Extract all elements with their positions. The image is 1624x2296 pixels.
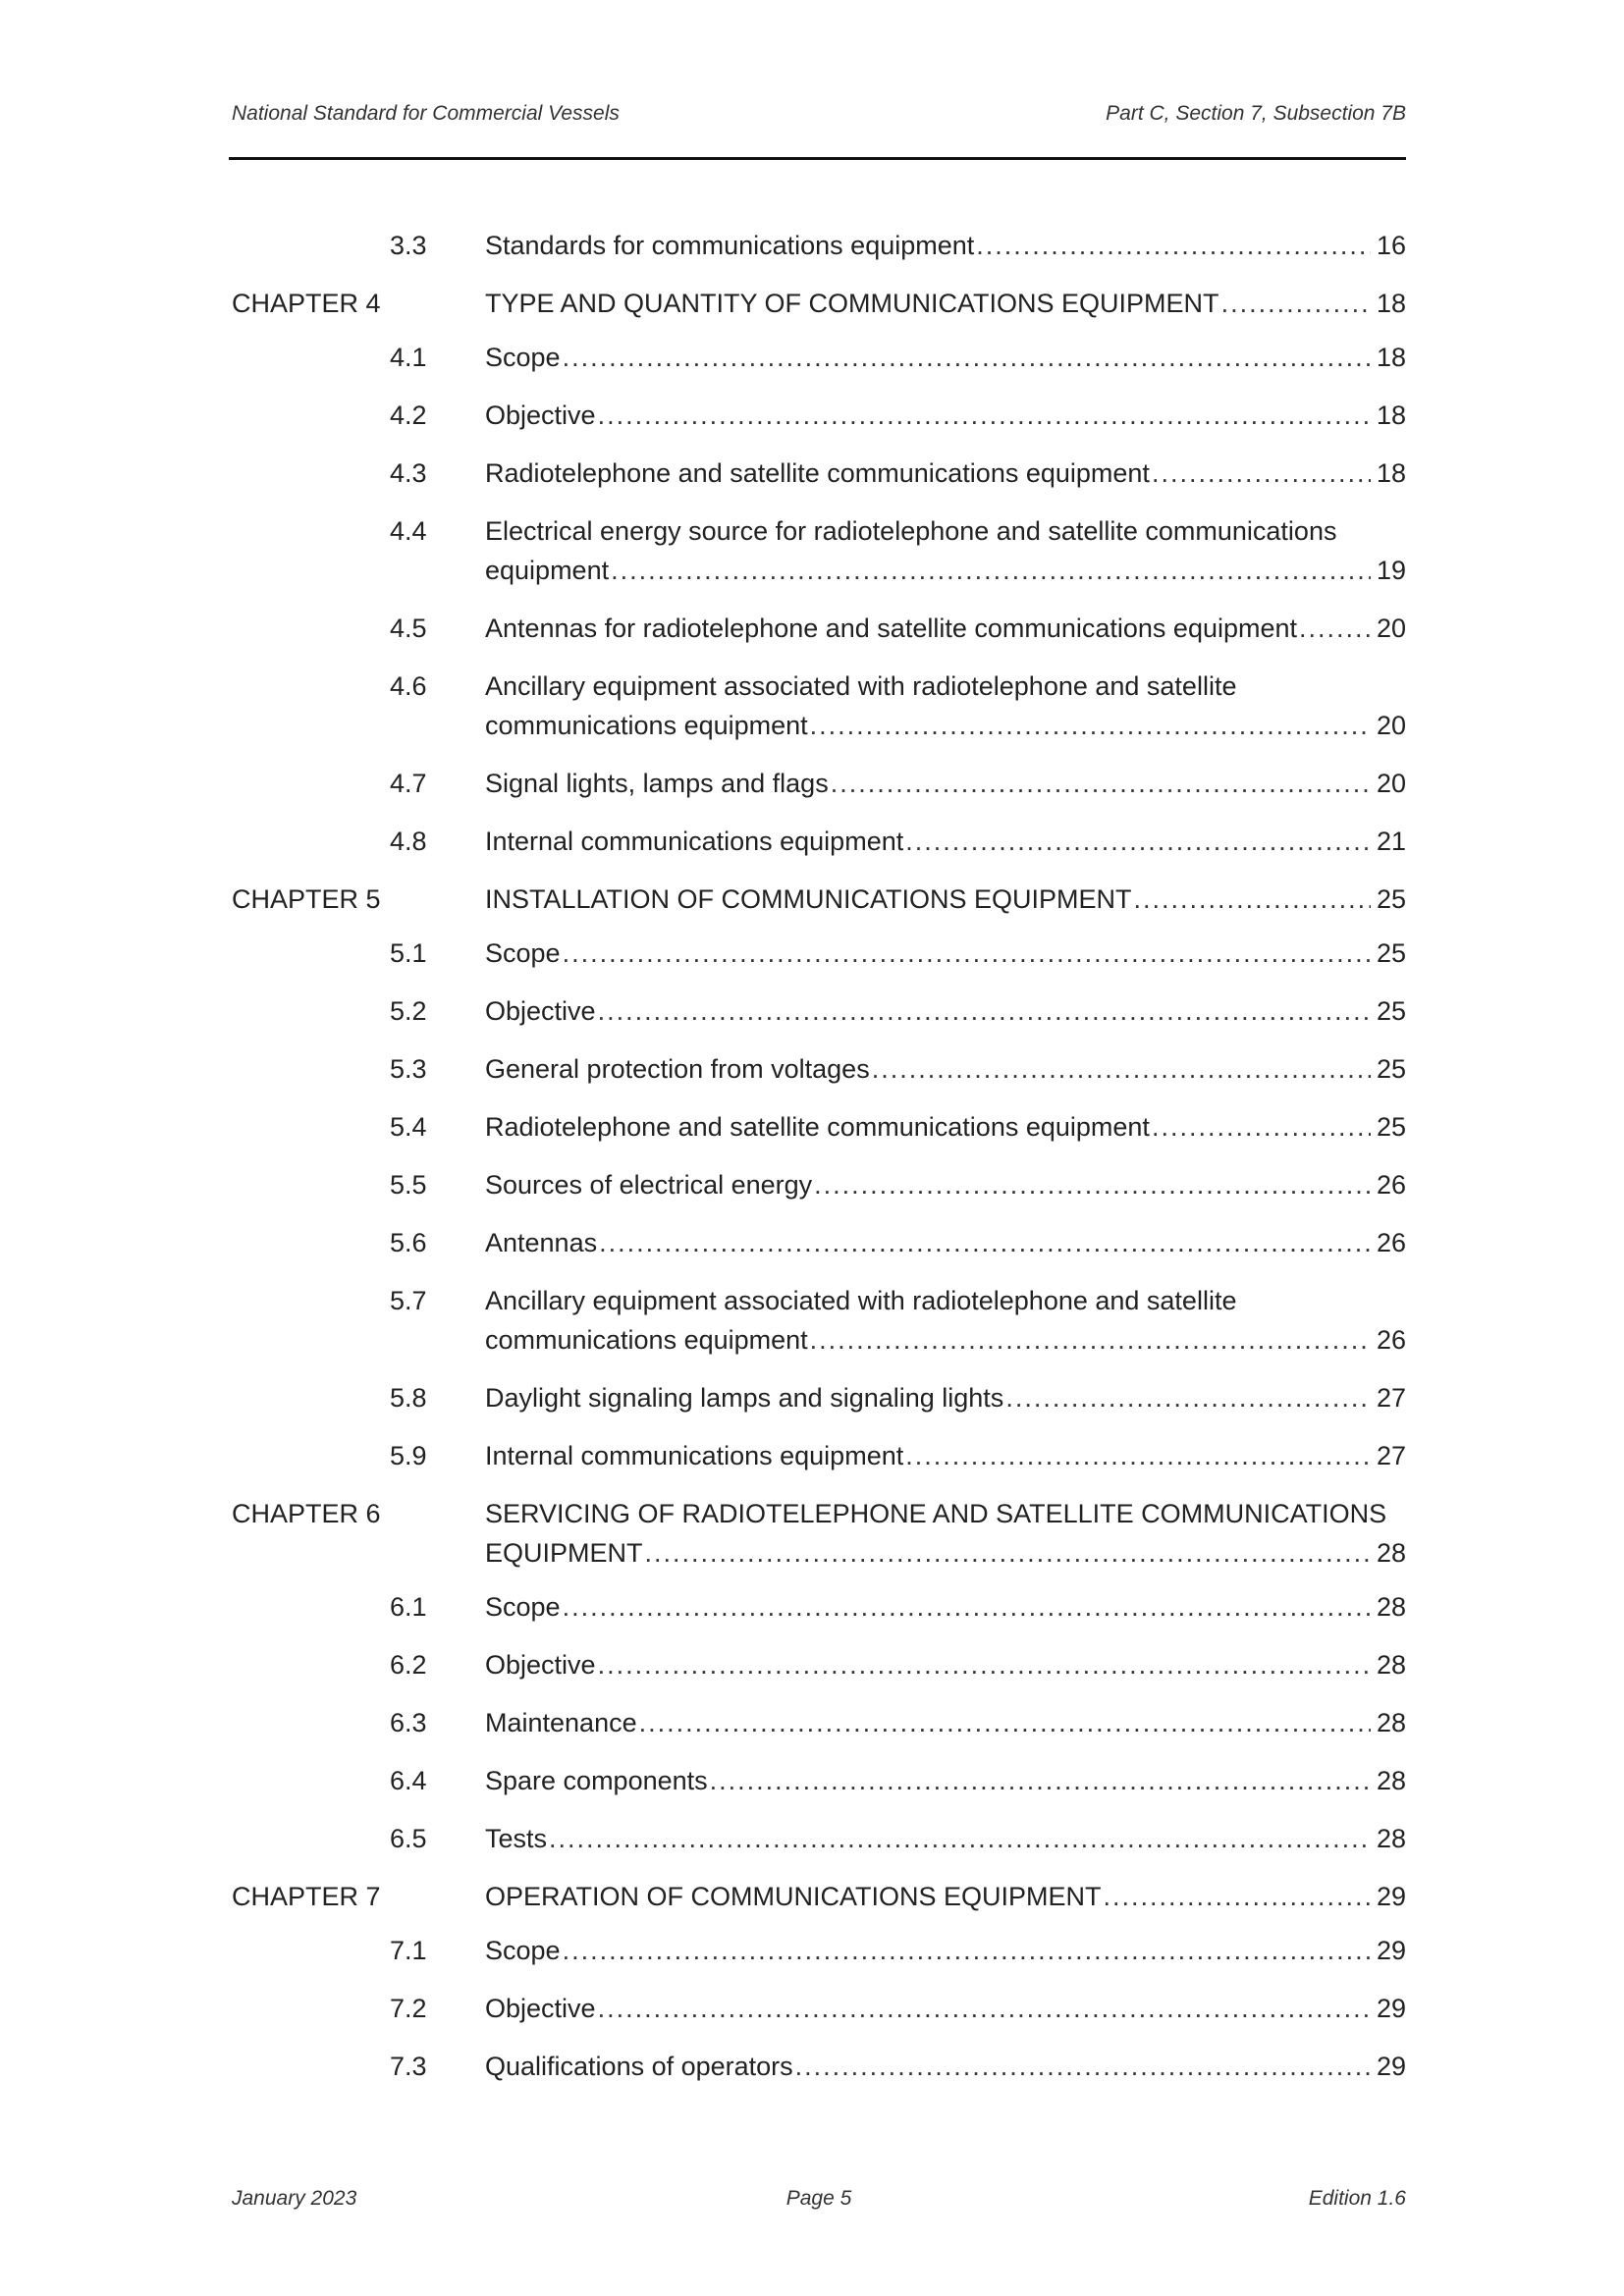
toc-entry-page: 18 [1376,343,1406,372]
footer-edition: Edition 1.6 [1308,2187,1406,2210]
toc-section-entry[interactable] [232,1436,1406,1475]
toc-section-entry[interactable] [232,1931,1406,1970]
toc-entry-page: 20 [1376,769,1406,798]
toc-section-entry[interactable] [232,454,1406,493]
toc-section-entry[interactable] [232,511,1406,590]
toc-dot-leader [831,764,1371,803]
toc-entry-title: Maintenance [485,1708,637,1737]
toc-entry-page: 25 [1376,938,1406,968]
toc-entry-title-line: Ancillary equipment associated with radiotelephone and satellite [485,1286,1237,1315]
toc-entry-title: EQUIPMENT [485,1538,643,1568]
toc-dot-leader [810,1320,1371,1360]
toc-entry-title-line: Electrical energy source for radiotelephone and satellite communications [485,516,1337,546]
toc-section-entry[interactable] [232,226,1406,265]
toc-entry-title: Scope [485,1936,561,1965]
toc-entry-title: Objective [485,1994,596,2023]
toc-entry-title: Radiotelephone and satellite communications equipment [485,1112,1150,1142]
toc-entry-title: Qualifications of operators [485,2052,793,2081]
toc-chapter-entry[interactable] [232,880,1406,919]
toc-entry-title-line: Ancillary equipment associated with radiotelephone and satellite [485,671,1237,701]
toc-entry-title: OPERATION OF COMMUNICATIONS EQUIPMENT [485,1882,1102,1911]
toc-entry-title: communications equipment [485,1325,808,1355]
toc-section-entry[interactable] [232,934,1406,973]
toc-section-entry[interactable] [232,609,1406,648]
toc-section-entry[interactable] [232,764,1406,803]
toc-dot-leader [598,1645,1371,1684]
toc-dot-leader [814,1165,1371,1204]
toc-entry-page: 18 [1376,289,1406,318]
toc-dot-leader [1152,454,1371,493]
toc-entry-title: equipment [485,556,610,585]
toc-entry-page: 27 [1376,1441,1406,1470]
toc-entry-page: 26 [1376,1170,1406,1200]
toc-dot-leader [976,226,1371,265]
toc-dot-leader [710,1761,1371,1800]
toc-entry-title: General protection from voltages [485,1054,870,1084]
toc-entry-number: 4.2 [390,400,427,430]
toc-entry-title: Internal communications equipment [485,1441,904,1470]
toc-entry-page: 20 [1376,614,1406,643]
toc-entry-title: TYPE AND QUANTITY OF COMMUNICATIONS EQUIPMENT [485,289,1219,318]
toc-entry-page: 28 [1376,1592,1406,1622]
toc-entry-number: 5.2 [390,996,427,1026]
toc-entry-number: 4.8 [390,827,427,856]
toc-entry-page: 29 [1376,1994,1406,2023]
toc-section-entry[interactable] [232,1049,1406,1089]
footer-date: January 2023 [232,2187,357,2210]
toc-section-entry[interactable] [232,1223,1406,1262]
toc-dot-leader [563,338,1371,377]
table-of-contents [232,226,1406,2105]
toc-dot-leader [563,1587,1371,1627]
page-footer [232,2187,1406,2211]
toc-dot-leader [1299,609,1371,648]
toc-entry-page: 19 [1376,556,1406,585]
toc-section-entry[interactable] [232,396,1406,435]
toc-entry-page: 21 [1376,827,1406,856]
toc-entry-number: 7.3 [390,2052,427,2081]
toc-dot-leader [1152,1107,1371,1147]
toc-section-entry[interactable] [232,1703,1406,1742]
toc-entry-title: communications equipment [485,711,808,740]
toc-dot-leader [1134,880,1371,919]
toc-entry-number: 4.7 [390,769,427,798]
toc-section-entry[interactable] [232,1378,1406,1417]
toc-section-entry[interactable] [232,822,1406,861]
toc-entry-title: Scope [485,938,561,968]
toc-dot-leader [1221,284,1371,323]
toc-entry-number: CHAPTER 6 [232,1499,381,1528]
toc-dot-leader [872,1049,1371,1089]
toc-entry-number: 6.1 [390,1592,427,1622]
toc-section-entry[interactable] [232,1819,1406,1858]
toc-entry-page: 28 [1376,1766,1406,1795]
toc-entry-number: 6.4 [390,1766,427,1795]
toc-entry-number: 6.2 [390,1650,427,1680]
toc-entry-number: 4.5 [390,614,427,643]
toc-entry-title: Sources of electrical energy [485,1170,813,1200]
toc-entry-page: 28 [1376,1538,1406,1568]
toc-entry-number: 4.6 [390,671,427,701]
toc-entry-title: Antennas [485,1228,598,1257]
toc-chapter-entry[interactable] [232,284,1406,323]
toc-entry-title: Standards for communications equipment [485,231,975,260]
toc-dot-leader [598,396,1371,435]
toc-entry-number: CHAPTER 5 [232,884,381,914]
toc-section-entry[interactable] [232,338,1406,377]
toc-dot-leader [905,822,1371,861]
page-header [232,102,1406,126]
toc-entry-title: Internal communications equipment [485,827,904,856]
header-document-title: National Standard for Commercial Vessels [232,102,620,125]
toc-entry-page: 26 [1376,1228,1406,1257]
toc-chapter-entry[interactable] [232,1877,1406,1916]
toc-entry-title: Antennas for radiotelephone and satellite communications equipment [485,614,1298,643]
toc-entry-title: Spare components [485,1766,708,1795]
footer-page-number: Page 5 [785,2187,852,2210]
toc-entry-number: 4.3 [390,458,427,488]
toc-section-entry[interactable] [232,2047,1406,2086]
toc-entry-number: 3.3 [390,231,427,260]
toc-entry-title-line: SERVICING OF RADIOTELEPHONE AND SATELLITE COMMUNICATIONS [485,1499,1387,1528]
toc-dot-leader [905,1436,1371,1475]
toc-section-entry[interactable] [232,1761,1406,1800]
toc-dot-leader [599,1223,1371,1262]
toc-entry-number: CHAPTER 4 [232,289,381,318]
toc-section-entry[interactable] [232,1107,1406,1147]
toc-entry-page: 25 [1376,996,1406,1026]
toc-chapter-entry[interactable] [232,1494,1406,1573]
toc-entry-number: 5.3 [390,1054,427,1084]
toc-entry-title: Signal lights, lamps and flags [485,769,829,798]
toc-section-entry[interactable] [232,991,1406,1031]
toc-dot-leader [598,1989,1371,2028]
toc-entry-page: 16 [1376,231,1406,260]
toc-entry-number: 5.7 [390,1286,427,1315]
header-rule [229,157,1406,160]
toc-entry-title: Objective [485,1650,596,1680]
toc-entry-title: Daylight signaling lamps and signaling lights [485,1383,1004,1413]
toc-dot-leader [563,1931,1371,1970]
toc-entry-title: Radiotelephone and satellite communications equipment [485,458,1150,488]
toc-entry-number: 5.4 [390,1112,427,1142]
toc-entry-number: 7.2 [390,1994,427,2023]
toc-entry-title: Objective [485,996,596,1026]
toc-section-entry[interactable] [232,1165,1406,1204]
toc-entry-number: 6.5 [390,1824,427,1853]
toc-entry-page: 28 [1376,1824,1406,1853]
toc-entry-page: 26 [1376,1325,1406,1355]
toc-dot-leader [549,1819,1371,1858]
toc-entry-page: 18 [1376,458,1406,488]
toc-entry-number: CHAPTER 7 [232,1882,381,1911]
toc-entry-number: 7.1 [390,1936,427,1965]
toc-section-entry[interactable] [232,1645,1406,1684]
toc-entry-page: 20 [1376,711,1406,740]
toc-section-entry[interactable] [232,667,1406,745]
toc-entry-page: 29 [1376,1882,1406,1911]
toc-entry-number: 4.1 [390,343,427,372]
toc-dot-leader [611,551,1371,590]
toc-section-entry[interactable] [232,1281,1406,1360]
toc-entry-number: 5.8 [390,1383,427,1413]
toc-entry-title: INSTALLATION OF COMMUNICATIONS EQUIPMENT [485,884,1132,914]
toc-dot-leader [645,1533,1371,1573]
toc-entry-number: 5.1 [390,938,427,968]
toc-entry-page: 27 [1376,1383,1406,1413]
toc-dot-leader [1005,1378,1371,1417]
toc-entry-number: 6.3 [390,1708,427,1737]
toc-entry-page: 25 [1376,1054,1406,1084]
toc-dot-leader [639,1703,1371,1742]
toc-entry-title: Scope [485,343,561,372]
toc-entry-title: Objective [485,400,596,430]
toc-entry-page: 29 [1376,2052,1406,2081]
toc-entry-number: 5.5 [390,1170,427,1200]
toc-dot-leader [598,991,1371,1031]
toc-entry-number: 5.6 [390,1228,427,1257]
toc-entry-number: 5.9 [390,1441,427,1470]
toc-dot-leader [795,2047,1371,2086]
toc-entry-page: 29 [1376,1936,1406,1965]
toc-dot-leader [810,706,1371,745]
header-section-ref: Part C, Section 7, Subsection 7B [1106,102,1406,125]
toc-entry-page: 25 [1376,884,1406,914]
toc-entry-page: 28 [1376,1708,1406,1737]
toc-entry-number: 4.4 [390,516,427,546]
toc-section-entry[interactable] [232,1587,1406,1627]
toc-dot-leader [563,934,1371,973]
toc-entry-page: 18 [1376,400,1406,430]
toc-entry-page: 28 [1376,1650,1406,1680]
toc-entry-page: 25 [1376,1112,1406,1142]
toc-entry-title: Tests [485,1824,548,1853]
toc-entry-title: Scope [485,1592,561,1622]
toc-dot-leader [1104,1877,1371,1916]
toc-section-entry[interactable] [232,1989,1406,2028]
